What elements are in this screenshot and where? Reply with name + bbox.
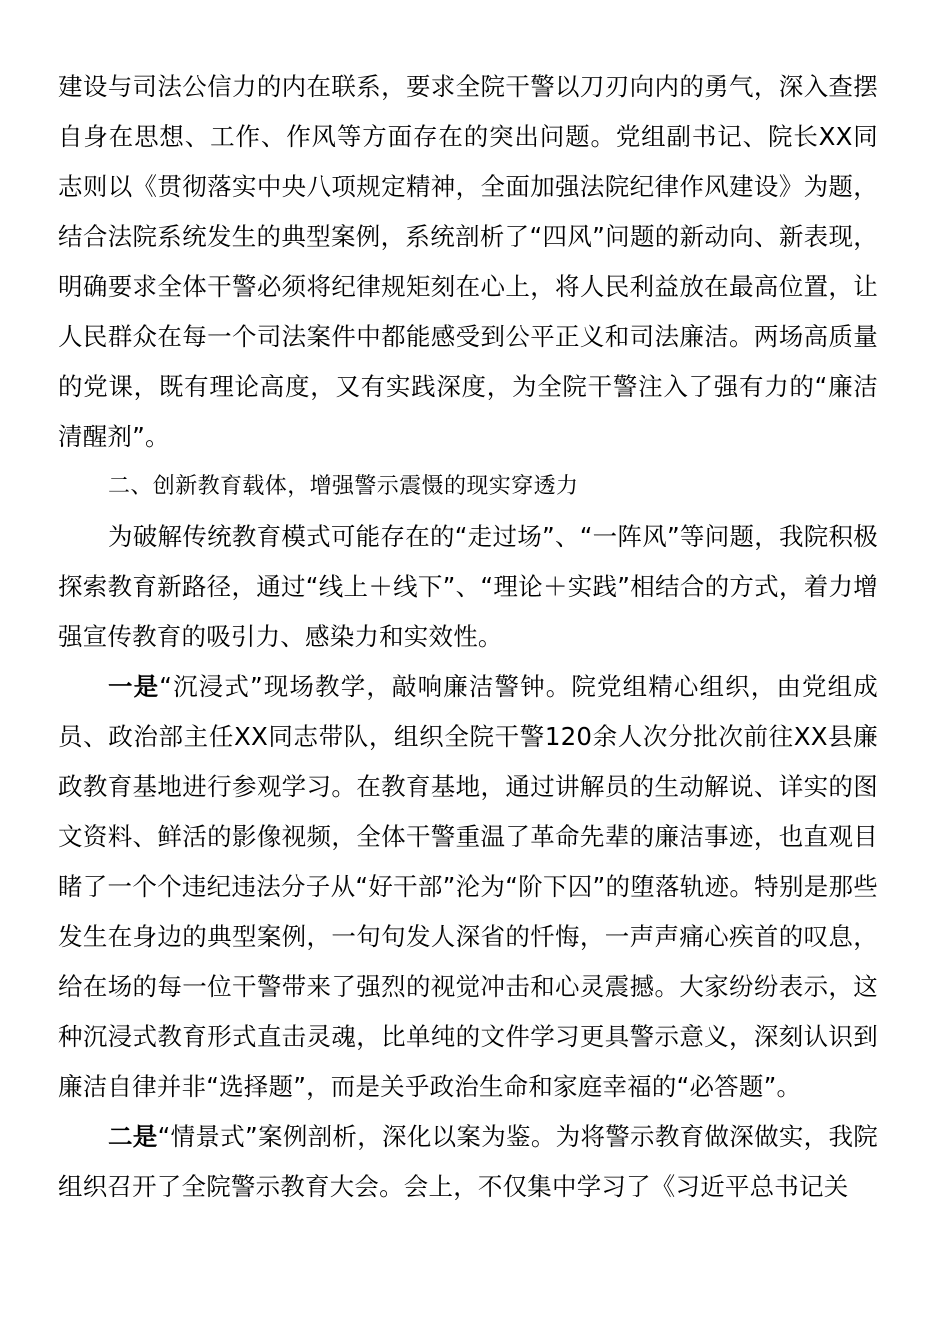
section-heading: 二、创新教育载体，增强警示震慑的现实穿透力 — [108, 474, 579, 499]
document-body — [58, 62, 878, 1212]
item-two-paragraph — [58, 1112, 878, 1212]
item-one-paragraph — [58, 662, 878, 1112]
item-two-lead: 二是 — [108, 1122, 158, 1151]
item-one-text: “沉浸式”现场教学，敲响廉洁警钟。院党组精心组织，由党组成员、政治部主任XX同志带队，组织全院干警120余人次分批次前往XX县廉政教育基地进行参观学习。在教育基地，通过讲解员的生动解说、详实的图文资料、鲜活的影像视频，全体干警重温了革命先辈的廉洁事迹，也直观目睹了一个个违纪违法分子从“好干部”沦为“阶下囚”的堕落轨迹。特别是那些发生在身边的典型案例，一句句发人深省的忏悔，一声声痛心疾首的叹息，给在场的每一位干警带来了强烈的视觉冲击和心灵震撼。大家纷纷表示，这种沉浸式教育形式直击灵魂，比单纯的文件学习更具警示意义，深刻认识到廉洁自律并非“选择题”，而是关乎政治生命和家庭幸福的“必答题”。 — [58, 672, 878, 1101]
section-intro-paragraph: 为破解传统教育模式可能存在的“走过场”、“一阵风”等问题，我院积极探索教育新路径，通过“线上＋线下”、“理论＋实践”相结合的方式，着力增强宣传教育的吸引力、感染力和实效性。 — [58, 522, 878, 651]
item-one-lead: 一是 — [108, 672, 160, 701]
paragraph-continued: 建设与司法公信力的内在联系，要求全院干警以刀刃向内的勇气，深入查摆自身在思想、工作、作风等方面存在的突出问题。党组副书记、院长XX同志则以《贯彻落实中央八项规定精神，全面加强法院纪律作风建设》为题，结合法院系统发生的典型案例，系统剖析了“四风”问题的新动向、新表现，明确要求全体干警必须将纪律规矩刻在心上，将人民利益放在最高位置，让人民群众在每一个司法案件中都能感受到公平正义和司法廉洁。两场高质量的党课，既有理论高度，又有实践深度，为全院干警注入了强有力的“廉洁清醒剂”。 — [58, 72, 878, 451]
item-two-text: “情景式”案例剖析，深化以案为鉴。为将警示教育做深做实，我院组织召开了全院警示教育大会。会上，不仅集中学习了《习近平总书记关 — [58, 1122, 878, 1201]
